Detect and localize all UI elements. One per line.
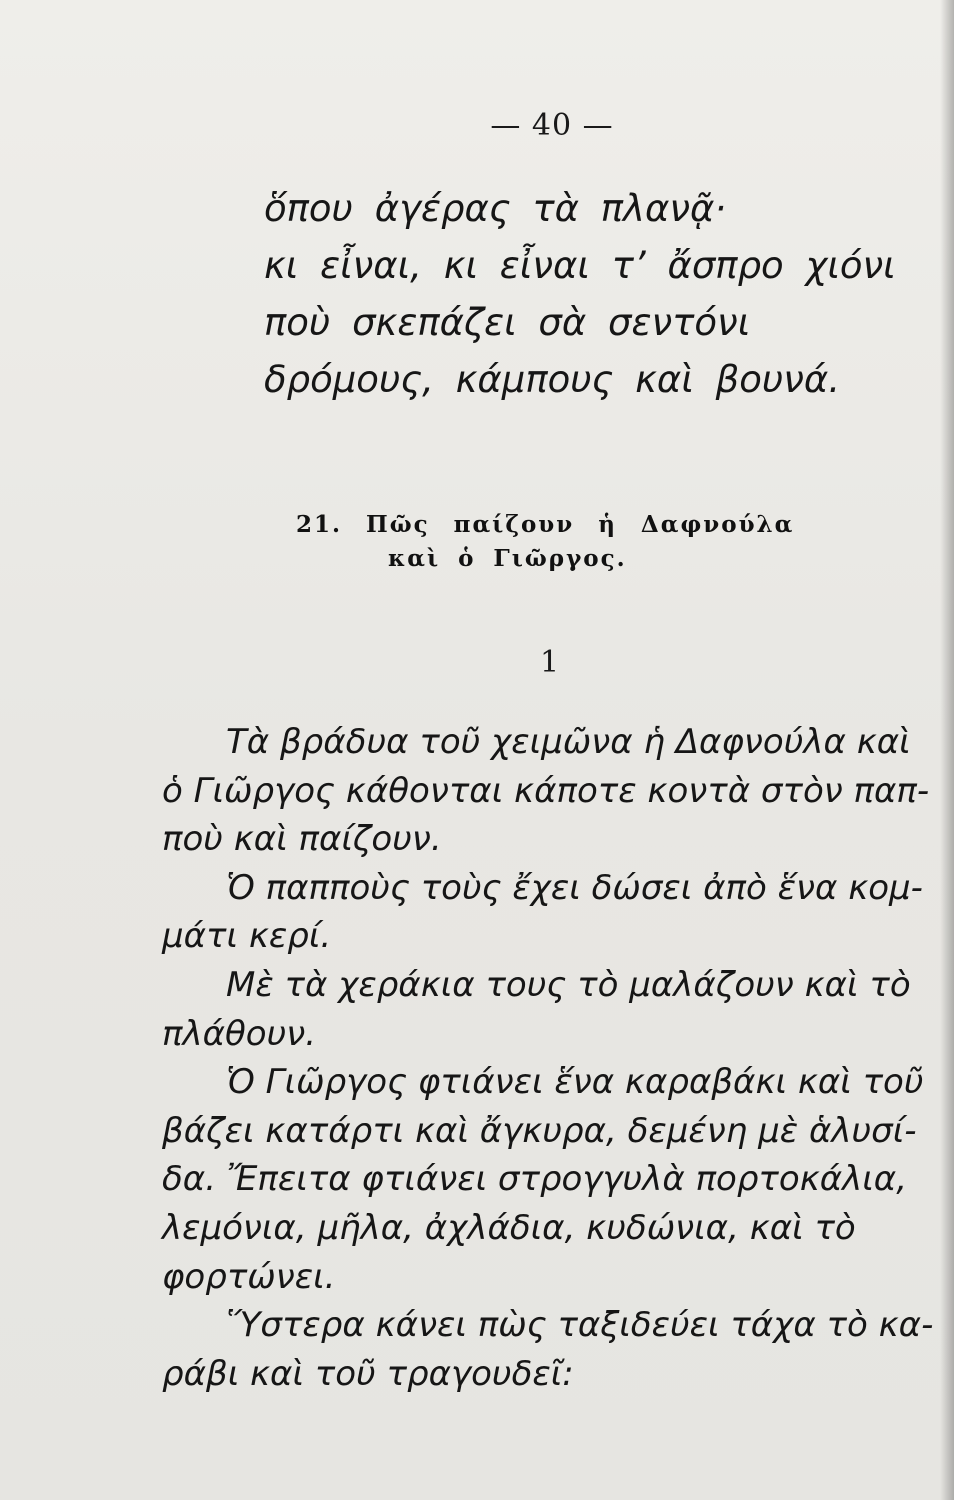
chapter-heading [296,508,794,576]
prose-line: Ὁ Γιῶργος φτιάνει ἕνα καραβάκι καὶ τοῦ [226,1062,924,1103]
prose-line: πλάθουν. [162,1013,317,1054]
prose-line: Τὰ βράδυα τοῦ χειμῶνα ἡ Δαφνούλα καὶ [226,722,911,762]
prose-line: Μὲ τὰ χεράκια τους τὸ μαλάζουν καὶ τὸ [226,964,911,1005]
prose-line: μάτι κερί. [162,916,332,957]
poem-line: κι εἶναι, κι εἶναι τ’ ἄσπρο χιόνι [264,244,896,287]
page-number: — 40 — [490,108,614,143]
poem-line: ὅπου ἀγέρας τὰ πλανᾷ· [264,187,727,230]
prose-body [162,718,934,1398]
section-number: 1 [540,645,560,680]
poem-stanza [264,180,896,408]
prose-line: Ὁ παπποὺς τοὺς ἔχει δώσει ἀπὸ ἕνα κομ- [226,867,923,908]
prose-line: ράβι καὶ τοῦ τραγουδεῖ: [162,1353,574,1394]
prose-line: φορτώνει. [162,1256,336,1297]
prose-line: λεμόνια, μῆλα, ἀχλάδια, κυδώνια, καὶ τὸ [162,1207,856,1248]
prose-line: ὁ Γιῶργος κάθονται κάποτε κοντὰ στὸν παπ- [162,770,930,811]
prose-line: Ὕστερα κάνει πὼς ταξιδεύει τάχα τὸ κα- [226,1305,934,1346]
poem-line: δρόμους, κάμπους καὶ βουνά. [264,358,841,401]
chapter-heading-line-2: καὶ ὁ Γιῶργος. [388,545,627,572]
chapter-heading-line-1: 21. Πῶς παίζουν ἡ Δαφνούλα [296,511,795,538]
prose-line: ποὺ καὶ παίζουν. [162,819,442,860]
prose-line: δα. Ἔπειτα φτιάνει στρογγυλὰ πορτοκάλια, [162,1159,907,1200]
poem-line: ποὺ σκεπάζει σὰ σεντόνι [264,301,751,344]
page-edge-shadow [940,0,954,1500]
prose-line: βάζει κατάρτι καὶ ἄγκυρα, δεμένη μὲ ἁλυσί- [162,1110,917,1151]
